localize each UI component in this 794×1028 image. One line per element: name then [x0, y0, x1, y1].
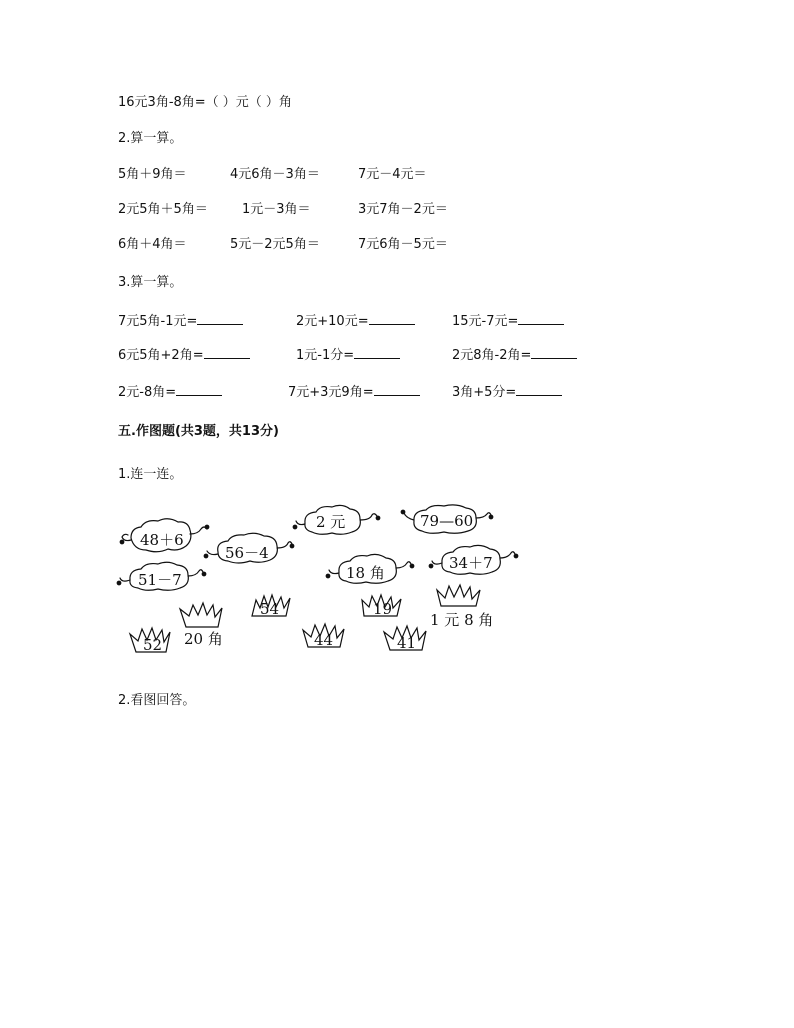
grass-label: 19 [373, 600, 393, 618]
problem-text: 2元+10元= [296, 314, 369, 329]
section2-problem: 6角＋4角＝ [118, 237, 187, 252]
section2-title: 2.算一算。 [118, 131, 183, 146]
cloud-label: 2 元 [316, 513, 346, 531]
section2-problem: 5角＋9角＝ [118, 167, 187, 182]
question1-title: 1.连一连。 [118, 467, 183, 482]
cloud-label: 48＋6 [140, 531, 184, 549]
section2-problem: 5元－2元5角＝ [230, 237, 320, 252]
problem-text: 7元+3元9角= [288, 385, 374, 400]
cloud-label: 51－7 [138, 571, 182, 589]
top-line: 16元3角-8角=（ ）元（ ）角 [118, 95, 292, 110]
problem-text: 7元5角-1元= [118, 314, 198, 329]
section3-title: 3.算一算。 [118, 275, 183, 290]
label-1-yuan-8-jiao: 1 元 8 角 [430, 611, 494, 629]
question2-title: 2.看图回答。 [118, 693, 196, 708]
problem-text: 3角+5分= [452, 385, 517, 400]
problem-text: 1元-1分= [296, 348, 355, 363]
section2-problem: 7元6角－5元＝ [358, 237, 448, 252]
grass-label: 52 [143, 636, 163, 654]
grass-1-yuan-8-jiao [437, 585, 480, 606]
problem-text: 6元5角+2角= [118, 348, 204, 363]
grass-label: 54 [260, 600, 280, 618]
grass-20-jiao [180, 603, 222, 627]
cloud-label: 79—60 [420, 512, 474, 530]
section2-problem: 2元5角＋5角＝ [118, 202, 208, 217]
cloud-label: 18 角 [346, 564, 385, 582]
label-20-jiao: 20 角 [184, 630, 223, 648]
problem-text: 2元8角-2角= [452, 348, 532, 363]
grass-label: 44 [314, 631, 334, 649]
section2-problem: 4元6角－3角＝ [230, 167, 320, 182]
problem-text: 15元-7元= [452, 314, 519, 329]
cloud-label: 34＋7 [449, 554, 493, 572]
section-heading: 五.作图题(共3题，共13分) [118, 424, 279, 439]
section2-problem: 1元－3角＝ [242, 202, 311, 217]
section2-problem: 3元7角－2元＝ [358, 202, 448, 217]
grass-label: 41 [397, 634, 417, 652]
section2-problem: 7元－4元＝ [358, 167, 427, 182]
problem-text: 2元-8角= [118, 385, 177, 400]
cloud-label: 56－4 [225, 544, 269, 562]
